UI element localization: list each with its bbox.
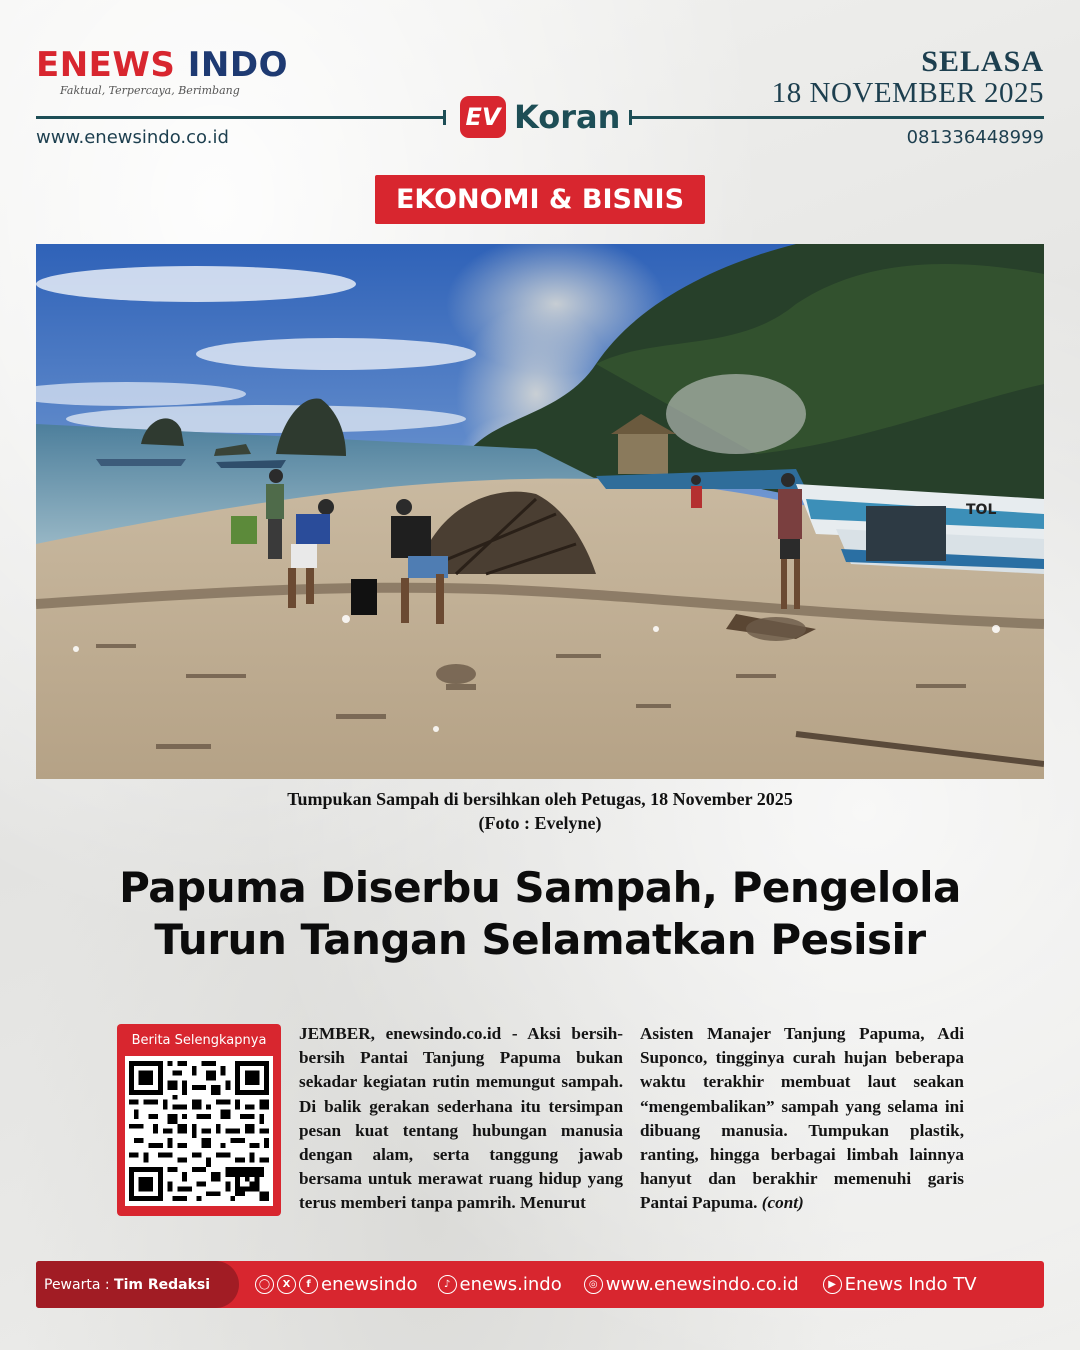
social-handle-4[interactable]: Enews Indo TV (844, 1274, 977, 1295)
header-rule-left (36, 116, 446, 119)
photo-caption (36, 787, 1044, 835)
issue-day: SELASA (921, 45, 1044, 78)
globe-icon[interactable]: ◎ (584, 1275, 603, 1294)
header-rule-cap (443, 110, 446, 125)
article-column-2 (640, 1022, 964, 1216)
qr-label: Berita Selengkapnya (131, 1033, 267, 1048)
pewarta (36, 1261, 239, 1308)
pewarta-label: Pewarta : (44, 1276, 110, 1293)
instagram-icon[interactable]: ◯ (255, 1275, 274, 1294)
social-handle-1[interactable]: enewsindo (321, 1274, 418, 1295)
masthead-brand (36, 46, 288, 97)
boat-text: TOL (966, 502, 997, 518)
social-website[interactable] (584, 1274, 799, 1295)
pewarta-name: Tim Redaksi (114, 1276, 211, 1293)
qr-box[interactable] (117, 1024, 281, 1216)
article-cont: (cont) (761, 1193, 804, 1213)
social-youtube[interactable] (823, 1274, 977, 1295)
beach-photo (36, 244, 1044, 779)
footer-bar (36, 1261, 1044, 1308)
facebook-icon[interactable]: f (299, 1275, 318, 1294)
brand-tagline: Faktual, Terpercaya, Berimbang (60, 84, 240, 97)
article-column-2-text: Asisten Manajer Tanjung Papuma, Adi Suponco, tingginya curah hujan beberapa waktu terakhir membuat laut seakan “mengembalikan” sampah yang selama ini dibuang manusia. Tumpukan plastik, ranting, hingga berbagai limbah lainnya hanyut dan berakhir memenuhi garis Pantai Papuma. (640, 1024, 964, 1213)
brand-logo: ENEWS INDO (36, 45, 288, 85)
koran-text: Koran (514, 98, 621, 136)
caption-line-2: (Foto : Evelyne) (478, 813, 602, 833)
header-rule-right (632, 116, 1044, 119)
social-tiktok[interactable] (438, 1274, 562, 1295)
x-icon[interactable]: X (277, 1275, 296, 1294)
youtube-icon[interactable]: ▶ (823, 1275, 842, 1294)
caption-line-1: Tumpukan Sampah di bersihkan oleh Petugas, 18 November 2025 (287, 789, 793, 809)
header-rule-cap (629, 110, 632, 125)
website-link[interactable]: www.enewsindo.co.id (36, 127, 229, 148)
qr-code-icon[interactable] (125, 1056, 273, 1206)
article-column-1: JEMBER, enewsindo.co.id - Aksi bersih-bersih Pantai Tanjung Papuma bukan sekadar kegiatan rutin memungut sampah. Di balik gerakan sederhana itu tersimpan pesan kuat tentang hubungan manusia dengan alam, serta tanggung jawab bersama untuk merawat ruang hidup yang terus memberi tanpa pamrih. Menurut (299, 1024, 623, 1213)
social-handle-2[interactable]: enews.indo (459, 1274, 562, 1295)
tiktok-icon[interactable]: ♪ (438, 1275, 457, 1294)
phone-number: 081336448999 (906, 127, 1044, 148)
ev-logo-icon: EV (460, 96, 506, 138)
issue-date-text: 18 NOVEMBER 2025 (771, 77, 1044, 109)
headline (36, 862, 1044, 966)
issue-date (772, 46, 1044, 108)
koran-label (460, 94, 620, 140)
section-badge: EKONOMI & BISNIS (375, 175, 705, 224)
social-handle-3[interactable]: www.enewsindo.co.id (605, 1274, 799, 1295)
headline-line-2: Turun Tangan Selamatkan Pesisir (154, 915, 926, 964)
social-enewsindo[interactable] (255, 1274, 418, 1295)
headline-line-1: Papuma Diserbu Sampah, Pengelola (119, 863, 961, 912)
